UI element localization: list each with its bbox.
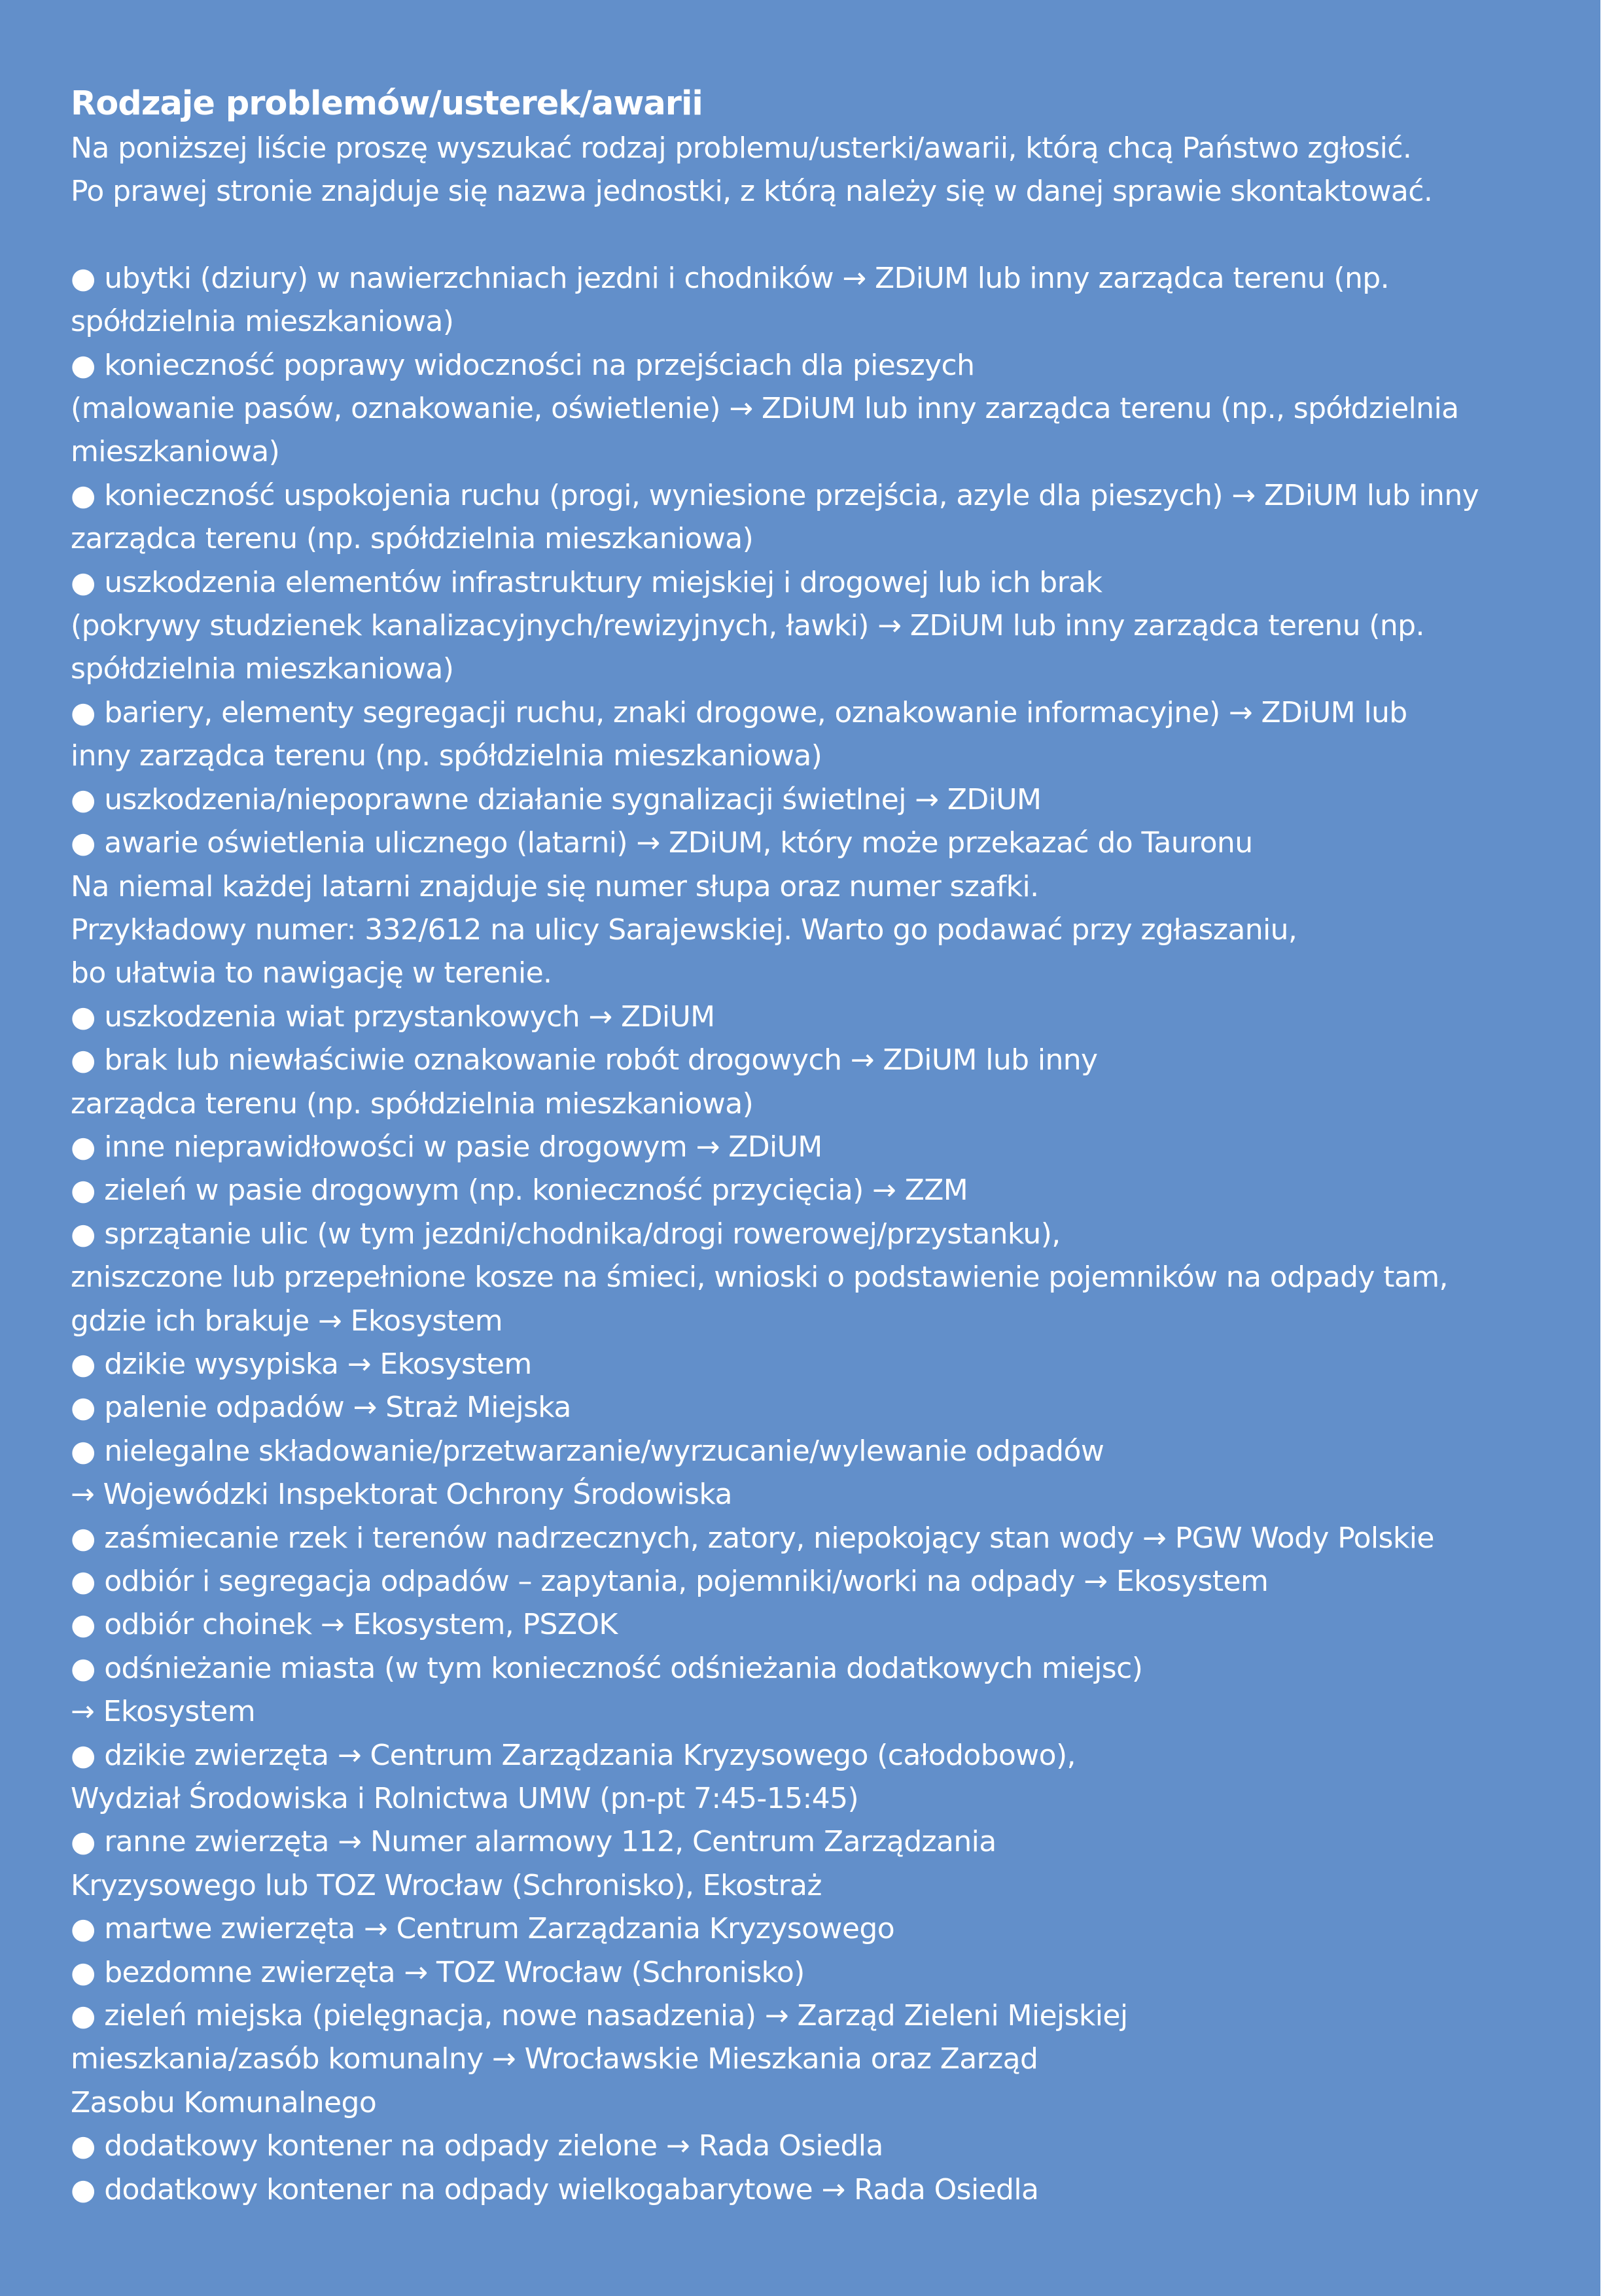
bullet-icon: ● — [71, 1521, 96, 1555]
list-item-first-line — [71, 1039, 1576, 1082]
list-item-first-line — [71, 996, 1576, 1039]
bullet-icon: ● — [71, 1651, 96, 1685]
list-item-first-line — [71, 822, 1576, 865]
list-item-first-line — [71, 1517, 1576, 1560]
list-item-continuation — [71, 300, 1576, 343]
spacer — [71, 214, 1576, 257]
list-item-continuation — [71, 648, 1576, 691]
list-item — [71, 1951, 1576, 1994]
list-item-continuation — [71, 909, 1576, 952]
list-item-text: dodatkowy kontener na odpady zielone → Rada Osiedla — [104, 2129, 883, 2163]
list-item-continuation — [71, 1473, 1576, 1516]
list-item-first-line — [71, 1430, 1576, 1473]
document-content — [71, 81, 1576, 2212]
problem-list — [71, 257, 1576, 2212]
list-item-text: odbiór choinek → Ekosystem, PSZOK — [104, 1608, 618, 1642]
list-item-text: konieczność poprawy widoczności na przejściach dla pieszych — [104, 348, 975, 382]
list-item-continuation — [71, 1083, 1576, 1126]
list-item-continuation — [71, 865, 1576, 909]
list-item-text: uszkodzenia/niepoprawne działanie sygnalizacji świetlnej → ZDiUM — [104, 782, 1042, 816]
list-item-text: Zasobu Komunalnego — [71, 2085, 377, 2119]
list-item-text: zieleń miejska (pielęgnacja, nowe nasadzenia) → Zarząd Zieleni Miejskiej — [104, 1999, 1128, 2033]
list-item-text: Na niemal każdej latarni znajduje się numer słupa oraz numer szafki. — [71, 869, 1039, 903]
list-item-first-line — [71, 2168, 1576, 2212]
list-item — [71, 1517, 1576, 1560]
list-item — [71, 1907, 1576, 1951]
bullet-icon: ● — [71, 2172, 96, 2206]
bullet-icon: ● — [71, 826, 96, 860]
list-item-first-line — [71, 2125, 1576, 2168]
bullet-icon: ● — [71, 348, 96, 382]
list-item — [71, 2168, 1576, 2212]
list-item-text: zarządca terenu (np. spółdzielnia mieszkaniowa) — [71, 1087, 754, 1121]
bullet-icon: ● — [71, 1434, 96, 1468]
list-item-continuation — [71, 517, 1576, 561]
list-item-text: dzikie zwierzęta → Centrum Zarządzania Kryzysowego (całodobowo), — [104, 1738, 1076, 1772]
list-item-text: odśnieżanie miasta (w tym konieczność odśnieżania dodatkowych miejsc) — [104, 1651, 1143, 1685]
bullet-icon: ● — [71, 565, 96, 599]
list-item-first-line — [71, 691, 1576, 735]
list-item-text: bezdomne zwierzęta → TOZ Wrocław (Schronisko) — [104, 1955, 805, 1989]
list-item-text: dzikie wysypiska → Ekosystem — [104, 1347, 532, 1381]
list-item-first-line — [71, 257, 1576, 300]
list-item-text: sprzątanie ulic (w tym jezdni/chodnika/drogi rowerowej/przystanku), — [104, 1217, 1061, 1251]
list-item — [71, 1213, 1576, 1343]
list-item-text: (pokrywy studzienek kanalizacyjnych/rewizyjnych, ławki) → ZDiUM lub inny zarządca terenu (np. — [71, 609, 1424, 643]
list-item-continuation — [71, 2081, 1576, 2125]
list-item-text: gdzie ich brakuje → Ekosystem — [71, 1304, 502, 1338]
list-item-text: nielegalne składowanie/przetwarzanie/wyrzucanie/wylewanie odpadów — [104, 1434, 1104, 1468]
bullet-icon: ● — [71, 1130, 96, 1164]
intro-line-2: Po prawej stronie znajduje się nazwa jednostki, z którą należy się w danej sprawie skontaktować. — [71, 175, 1433, 209]
list-item — [71, 1126, 1576, 1169]
list-item-continuation — [71, 430, 1576, 474]
list-item-text: uszkodzenia elementów infrastruktury miejskiej i drogowej lub ich brak — [104, 565, 1102, 599]
list-item — [71, 1039, 1576, 1126]
list-item — [71, 1603, 1576, 1646]
bullet-icon: ● — [71, 1000, 96, 1034]
list-item-continuation — [71, 1864, 1576, 1907]
list-item — [71, 822, 1576, 996]
bullet-icon: ● — [71, 782, 96, 816]
list-item-first-line — [71, 1213, 1576, 1256]
list-item-first-line — [71, 1169, 1576, 1212]
bullet-icon: ● — [71, 1043, 96, 1077]
list-item — [71, 257, 1576, 344]
list-item — [71, 778, 1576, 822]
page-title: Rodzaje problemów/usterek/awarii — [71, 84, 703, 123]
list-item — [71, 474, 1576, 561]
bullet-icon: ● — [71, 1174, 96, 1208]
list-item — [71, 1820, 1576, 1907]
list-item-text: zniszczone lub przepełnione kosze na śmieci, wnioski o podstawienie pojemników na odpady tam, — [71, 1261, 1448, 1295]
list-item — [71, 561, 1576, 691]
list-item-text: mieszkania/zasób komunalny → Wrocławskie Mieszkania oraz Zarząd — [71, 2042, 1038, 2076]
list-item-text: palenie odpadów → Straż Miejska — [104, 1391, 571, 1425]
list-item-first-line — [71, 1951, 1576, 1994]
list-item — [71, 1430, 1576, 1517]
list-item — [71, 2125, 1576, 2168]
list-item-text: uszkodzenia wiat przystankowych → ZDiUM — [104, 1000, 715, 1034]
bullet-icon: ● — [71, 1912, 96, 1946]
list-item — [71, 996, 1576, 1039]
list-item — [71, 1386, 1576, 1429]
list-item — [71, 1343, 1576, 1386]
list-item-text: Przykładowy numer: 332/612 na ulicy Sarajewskiej. Warto go podawać przy zgłaszaniu, — [71, 913, 1297, 947]
list-item-text: ranne zwierzęta → Numer alarmowy 112, Centrum Zarządzania — [104, 1825, 996, 1859]
list-item-text: zieleń w pasie drogowym (np. konieczność przycięcia) → ZZM — [104, 1174, 968, 1208]
bullet-icon: ● — [71, 1825, 96, 1859]
list-item-continuation — [71, 1690, 1576, 1733]
list-item-text: zarządca terenu (np. spółdzielnia mieszkaniowa) — [71, 522, 754, 556]
bullet-icon: ● — [71, 1391, 96, 1425]
list-item — [71, 1994, 1576, 2125]
list-item-continuation — [71, 1256, 1576, 1299]
list-item-text: Wydział Środowiska i Rolnictwa UMW (pn-pt 7:45-15:45) — [71, 1782, 859, 1816]
list-item-first-line — [71, 561, 1576, 604]
list-item-text: inne nieprawidłowości w pasie drogowym → ZDiUM — [104, 1130, 822, 1164]
list-item-first-line — [71, 1560, 1576, 1603]
bullet-icon: ● — [71, 1565, 96, 1598]
list-item-continuation — [71, 604, 1576, 648]
list-item-text: spółdzielnia mieszkaniowa) — [71, 652, 454, 686]
list-item-first-line — [71, 778, 1576, 822]
bullet-icon: ● — [71, 261, 96, 295]
list-item-continuation — [71, 387, 1576, 430]
list-item-first-line — [71, 1734, 1576, 1777]
list-item-continuation — [71, 1777, 1576, 1820]
list-item-continuation — [71, 1300, 1576, 1343]
list-item — [71, 1647, 1576, 1734]
intro-line-1: Na poniższej liście proszę wyszukać rodzaj problemu/usterki/awarii, którą chcą Państwo zgłosić. — [71, 131, 1412, 165]
list-item-text: → Ekosystem — [71, 1695, 255, 1729]
list-item-first-line — [71, 344, 1576, 387]
list-item-text: mieszkaniowa) — [71, 435, 280, 469]
bullet-icon: ● — [71, 1347, 96, 1381]
list-item — [71, 1169, 1576, 1212]
list-item-first-line — [71, 1343, 1576, 1386]
list-item — [71, 691, 1576, 778]
list-item-first-line — [71, 1603, 1576, 1646]
list-item-first-line — [71, 1647, 1576, 1690]
list-item-text: brak lub niewłaściwie oznakowanie robót drogowych → ZDiUM lub inny — [104, 1043, 1098, 1077]
list-item-text: inny zarządca terenu (np. spółdzielnia mieszkaniowa) — [71, 739, 822, 773]
list-item-first-line — [71, 474, 1576, 517]
list-item-text: zaśmiecanie rzek i terenów nadrzecznych, zatory, niepokojący stan wody → PGW Wody Polskie — [104, 1521, 1434, 1555]
bullet-icon: ● — [71, 1999, 96, 2033]
bullet-icon: ● — [71, 2129, 96, 2163]
list-item-text: konieczność uspokojenia ruchu (progi, wyniesione przejścia, azyle dla pieszych) → ZDiUM lub inny — [104, 478, 1479, 512]
list-item-first-line — [71, 1820, 1576, 1864]
list-item-text: dodatkowy kontener na odpady wielkogabarytowe → Rada Osiedla — [104, 2172, 1039, 2206]
list-item-text: Kryzysowego lub TOZ Wrocław (Schronisko), Ekostraż — [71, 1868, 822, 1902]
list-item-text: awarie oświetlenia ulicznego (latarni) → ZDiUM, który może przekazać do Tauronu — [104, 826, 1253, 860]
list-item-text: odbiór i segregacja odpadów – zapytania, pojemniki/worki na odpady → Ekosystem — [104, 1565, 1269, 1598]
list-item-first-line — [71, 1126, 1576, 1169]
list-item-continuation — [71, 2038, 1576, 2081]
bullet-icon: ● — [71, 1738, 96, 1772]
list-item-first-line — [71, 1907, 1576, 1951]
bullet-icon: ● — [71, 1608, 96, 1642]
list-item-text: bariery, elementy segregacji ruchu, znaki drogowe, oznakowanie informacyjne) → ZDiUM lub — [104, 695, 1407, 729]
list-item — [71, 1560, 1576, 1603]
bullet-icon: ● — [71, 478, 96, 512]
list-item-text: → Wojewódzki Inspektorat Ochrony Środowiska — [71, 1478, 732, 1512]
bullet-icon: ● — [71, 1217, 96, 1251]
bullet-icon: ● — [71, 695, 96, 729]
list-item — [71, 1734, 1576, 1821]
list-item-text: (malowanie pasów, oznakowanie, oświetlenie) → ZDiUM lub inny zarządca terenu (np., spółdzielnia — [71, 392, 1459, 426]
bullet-icon: ● — [71, 1955, 96, 1989]
list-item — [71, 344, 1576, 474]
list-item-text: martwe zwierzęta → Centrum Zarządzania Kryzysowego — [104, 1912, 895, 1946]
list-item-first-line — [71, 1994, 1576, 2038]
list-item-text: ubytki (dziury) w nawierzchniach jezdni i chodników → ZDiUM lub inny zarządca terenu (np. — [104, 261, 1389, 295]
list-item-text: spółdzielnia mieszkaniowa) — [71, 305, 454, 339]
list-item-text: bo ułatwia to nawigację w terenie. — [71, 956, 552, 990]
list-item-first-line — [71, 1386, 1576, 1429]
list-item-continuation — [71, 735, 1576, 778]
list-item-continuation — [71, 952, 1576, 995]
